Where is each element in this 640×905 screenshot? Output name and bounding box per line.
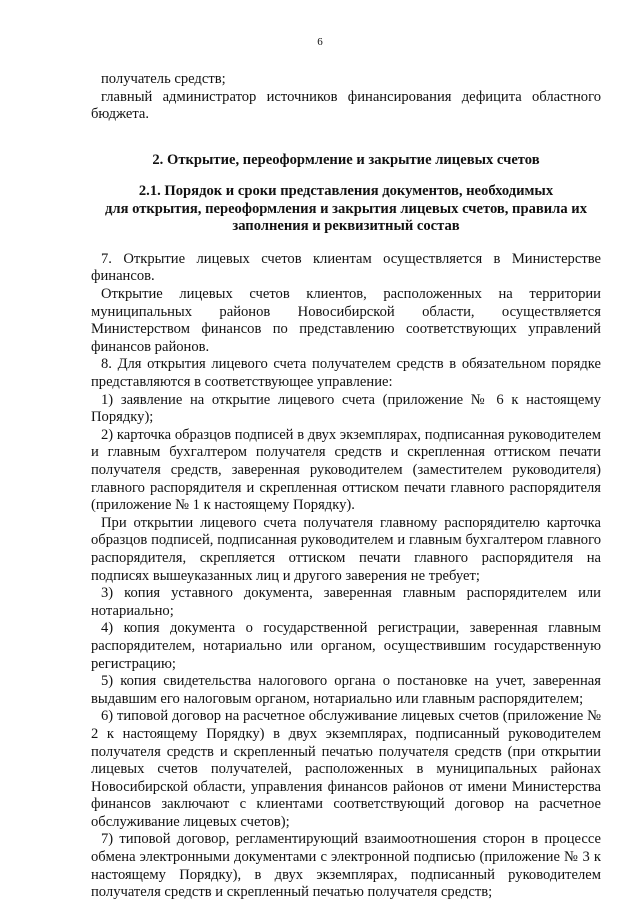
list-item-1: 1) заявление на открытие лицевого счета (приложение № 6 к настоящему Порядку); <box>91 391 601 426</box>
list-item-4: 4) копия документа о государственной регистрации, заверенная главным распорядителем, нотариально или органом, осуществившим государственную регистрацию; <box>91 620 601 672</box>
paragraph-note: При открытии лицевого счета получателя главному распорядителю карточка образцов подписей, подписанная руководителем и главным бухгалтером главного распорядителя, скрепляется оттиском печати главного распорядителя на подписях вышеуказанных лиц и другого заверения не требует; <box>91 514 601 584</box>
subsection-title <box>91 183 601 236</box>
document-content <box>91 71 601 902</box>
subsection-title-line: 2.1. Порядок и сроки представления документов, необходимых <box>138 183 554 200</box>
list-item-5: 5) копия свидетельства налогового органа о постановке на учет, заверенная выдавшим его налоговым органом, нотариально или главным распорядителем; <box>91 673 601 707</box>
paragraph-7-continued: Открытие лицевых счетов клиентов, расположенных на территории муниципальных районов Новосибирской области, осуществляется Министерством финансов по представлению соответствующих управлений финансов районов. <box>91 286 601 355</box>
list-item-2: 2) карточка образцов подписей в двух экземплярах, подписанная руководителем и главным бухгалтером получателя средств и скрепленная оттиском печати получателя средств, заверенная руководителем (заместителем руководителя) главного распорядителя и скрепленная оттиском печати главного распорядителя (приложение № 1 к настоящему Порядку). <box>91 426 601 514</box>
list-item-6: 6) типовой договор на расчетное обслуживание лицевых счетов (приложение № 2 к настоящему Порядку) в двух экземплярах, подписанный руководителем получателя средств и скрепленный печатью получателя средств (при открытии лицевых счетов получателей, расположенных в муниципальных районах Новосибирской области, управления финансов районов от имени Министерства финансов заключают с клиентами соответствующий договор на расчетное обслуживание лицевых счетов); <box>91 708 601 830</box>
list-item-3: 3) копия уставного документа, заверенная главным распорядителем или нотариально; <box>91 585 601 619</box>
paragraph-7: 7. Открытие лицевых счетов клиентам осуществляется в Министерстве финансов. <box>91 250 601 285</box>
section-title: 2. Открытие, переоформление и закрытие лицевых счетов <box>152 151 540 168</box>
text-line: получатель средств; <box>101 71 226 87</box>
list-item-7: 7) типовой договор, регламентирующий взаимоотношения сторон в процессе обмена электронными документами с электронной подписью (приложение № 3 к настоящему Порядку), в двух экземплярах, подписанный руководителем получателя средств и скрепленный печатью получателя средств; <box>91 831 601 901</box>
subsection-title-line: заполнения и реквизитный состав <box>232 218 460 235</box>
paragraph-8: 8. Для открытия лицевого счета получателем средств в обязательном порядке представляются в соответствующее управление: <box>91 356 601 391</box>
page-number: 6 <box>317 36 323 48</box>
text-line: главный администратор источников финансирования дефицита областного бюджета. <box>91 88 601 123</box>
subsection-title-line: для открытия, переоформления и закрытия лицевых счетов, правила их <box>105 200 587 217</box>
